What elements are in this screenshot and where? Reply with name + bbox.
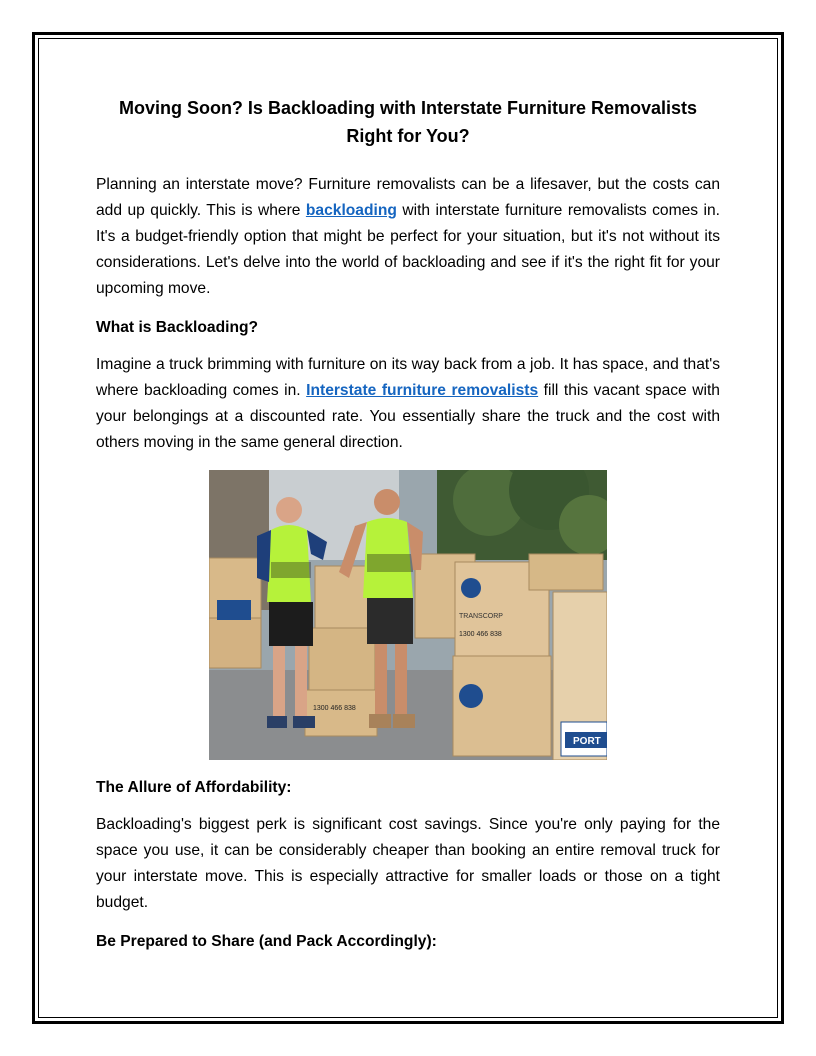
port-sign-text: PORT — [573, 736, 601, 747]
section1-text-end: fill this vacant space with your belongings at a discounted rate. You essentially share the truck and the cost with others moving in the same general direction. — [96, 382, 720, 451]
movers-photo — [209, 470, 607, 760]
section1-text-start: Imagine a truck brimming with furniture on its way back from a job. It has space, and that's where backloading comes in. — [96, 356, 720, 399]
box-phone-label-2: 1300 466 838 — [313, 705, 356, 712]
section1-paragraph — [96, 352, 720, 456]
document-body — [96, 94, 720, 966]
document-title: Moving Soon? Is Backloading with Interstate Furniture Removalists Right for You? — [118, 98, 698, 146]
section-heading-what-is-backloading: What is Backloading? — [96, 319, 259, 336]
movers-photo-illustration — [209, 470, 607, 760]
backloading-link[interactable]: backloading — [305, 202, 397, 219]
section2-paragraph: Backloading's biggest perk is significant cost savings. Since you're only paying for the space you use, it can be considerably cheaper than booking an entire removal truck for your interstate move. This is especially attractive for smaller loads or those on a tight budget. — [96, 816, 720, 911]
intro-text-start: Planning an interstate move? Furniture removalists can be a lifesaver, but the costs can add up quickly. This is where — [96, 176, 720, 219]
section-heading-prepared-to-share: Be Prepared to Share (and Pack Accordingly): — [96, 933, 437, 950]
box-brand-label: TRANSCORP — [459, 613, 503, 620]
box-phone-label: 1300 466 838 — [459, 631, 502, 638]
intro-text-end: with interstate furniture removalists comes in. It's a budget-friendly option that might be perfect for your situation, but it's not without its considerations. Let's delve into the world of backloading and see if it's the right fit for your upcoming move. — [96, 202, 721, 297]
intro-paragraph — [96, 172, 720, 302]
section-heading-affordability: The Allure of Affordability: — [96, 779, 292, 796]
interstate-removalists-link[interactable]: Interstate furniture removalists — [306, 382, 539, 399]
